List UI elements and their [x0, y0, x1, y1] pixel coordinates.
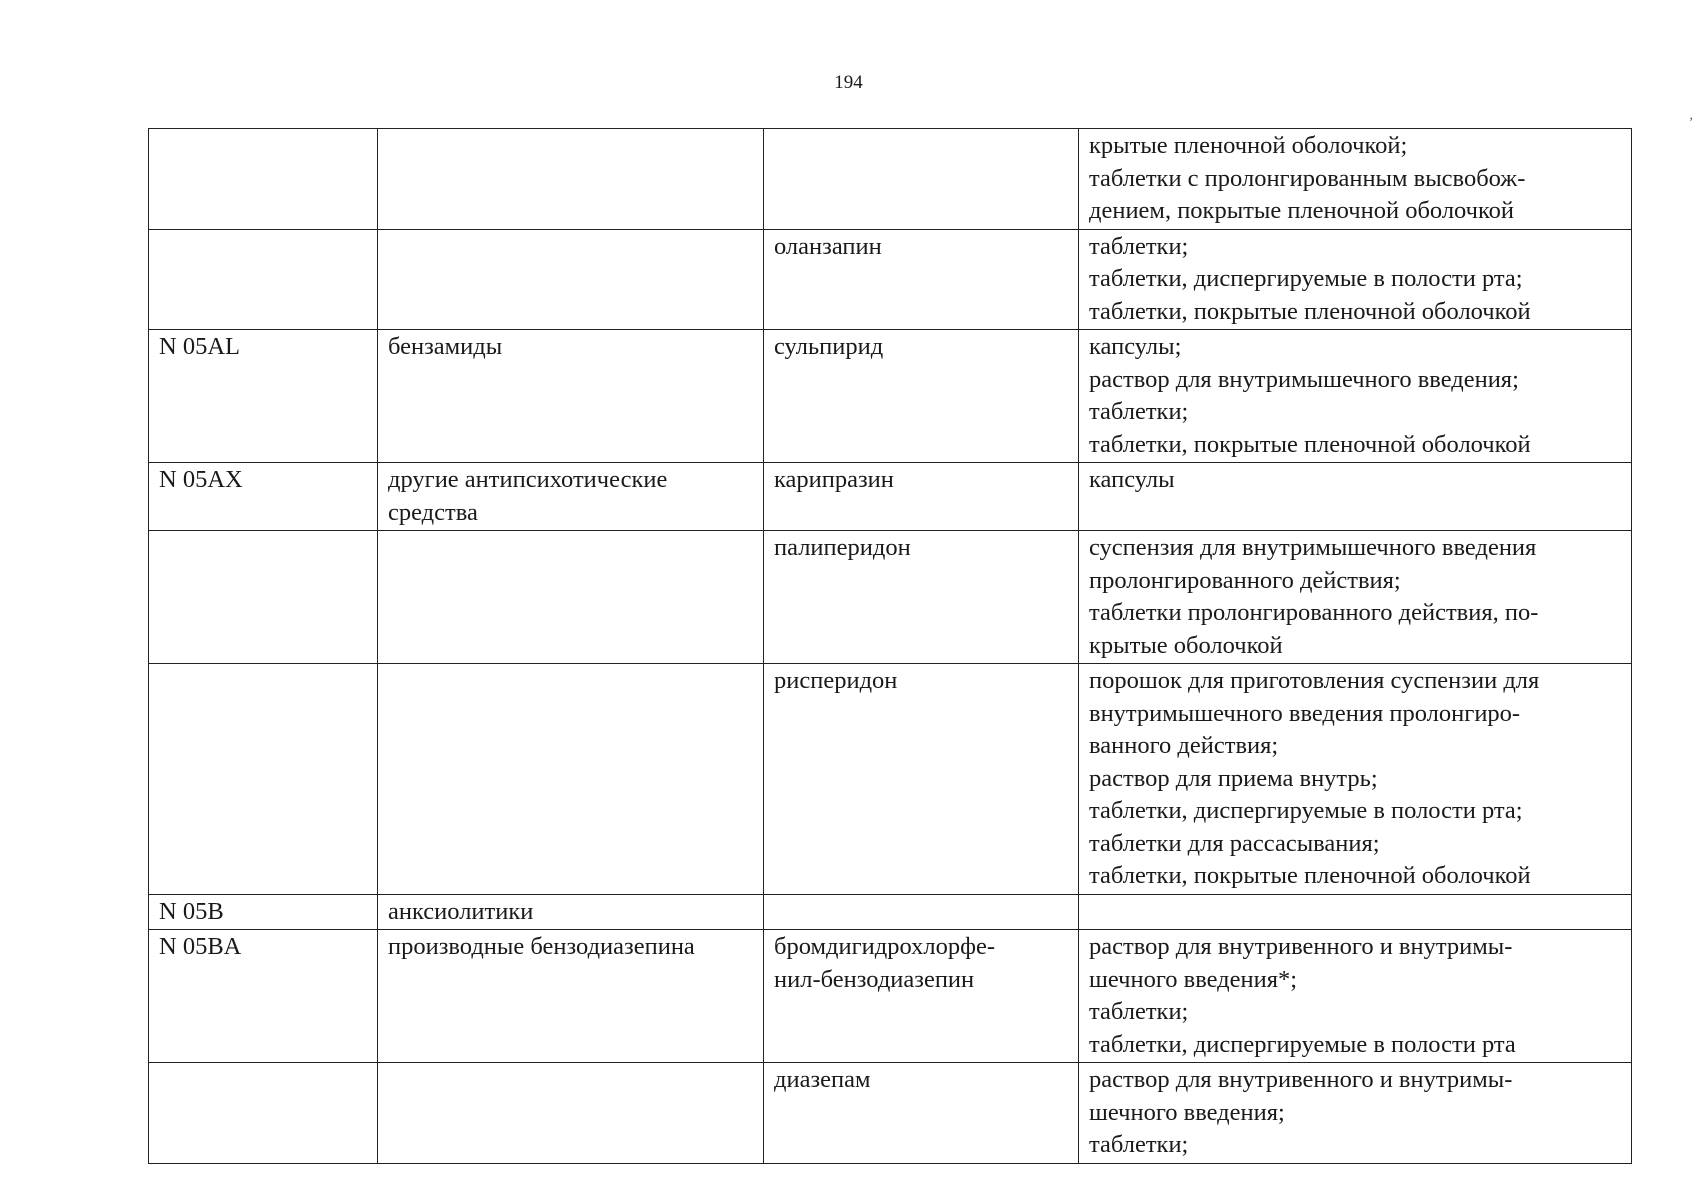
- atc-code-cell: [149, 664, 378, 895]
- drug-name-cell: рисперидон: [764, 664, 1079, 895]
- page-number: 194: [834, 72, 863, 93]
- dosage-forms-cell: таблетки; таблетки, диспергируемые в полости рта; таблетки, покрытые пленочной оболочкой: [1079, 229, 1632, 330]
- atc-code-cell: [149, 129, 378, 230]
- atc-code-cell: N 05AL: [149, 330, 378, 463]
- dosage-forms-cell: капсулы: [1079, 463, 1632, 531]
- dosage-forms-cell: суспензия для внутримышечного введения пролонгированного действия; таблетки пролонгированного действия, по- крытые оболочкой: [1079, 531, 1632, 664]
- drug-name-cell: палиперидон: [764, 531, 1079, 664]
- table-row: [149, 129, 1632, 230]
- group-cell: [378, 664, 764, 895]
- dosage-forms-cell: капсулы; раствор для внутримышечного введения; таблетки; таблетки, покрытые пленочной оболочкой: [1079, 330, 1632, 463]
- table-row: [149, 531, 1632, 664]
- drug-name-cell: карипразин: [764, 463, 1079, 531]
- table-row: [149, 463, 1632, 531]
- drug-name-cell: [764, 129, 1079, 230]
- drug-name-cell: оланзапин: [764, 229, 1079, 330]
- table-row: [149, 894, 1632, 930]
- group-cell: [378, 1063, 764, 1164]
- dosage-forms-cell: крытые пленочной оболочкой; таблетки с пролонгированным высвобож- дением, покрытые пленочной оболочкой: [1079, 129, 1632, 230]
- edge-mark: ,: [1689, 108, 1693, 123]
- group-cell: [378, 129, 764, 230]
- medicines-table: [148, 128, 1632, 1164]
- group-cell: [378, 531, 764, 664]
- table-row: [149, 664, 1632, 895]
- dosage-forms-cell: раствор для внутривенного и внутримы- шечного введения*; таблетки; таблетки, диспергируемые в полости рта: [1079, 930, 1632, 1063]
- group-cell: бензамиды: [378, 330, 764, 463]
- group-cell: [378, 229, 764, 330]
- atc-code-cell: [149, 531, 378, 664]
- dosage-forms-cell: [1079, 894, 1632, 930]
- drug-name-cell: бромдигидрохлорфе- нил-бензодиазепин: [764, 930, 1079, 1063]
- atc-code-cell: [149, 229, 378, 330]
- group-cell: производные бензодиазепина: [378, 930, 764, 1063]
- table-row: [149, 1063, 1632, 1164]
- drug-name-cell: [764, 894, 1079, 930]
- table-row: [149, 330, 1632, 463]
- table-row: [149, 930, 1632, 1063]
- drug-name-cell: диазепам: [764, 1063, 1079, 1164]
- atc-code-cell: N 05BA: [149, 930, 378, 1063]
- table-row: [149, 229, 1632, 330]
- atc-code-cell: N 05AX: [149, 463, 378, 531]
- drug-name-cell: сульпирид: [764, 330, 1079, 463]
- group-cell: другие антипсихотические средства: [378, 463, 764, 531]
- atc-code-cell: N 05B: [149, 894, 378, 930]
- group-cell: анксиолитики: [378, 894, 764, 930]
- atc-code-cell: [149, 1063, 378, 1164]
- dosage-forms-cell: порошок для приготовления суспензии для внутримышечного введения пролонгиро- ванного действия; раствор для приема внутрь; таблетки, диспергируемые в полости рта; таблетки для рассасывания; таблетки, покрытые пленочной оболочкой: [1079, 664, 1632, 895]
- dosage-forms-cell: раствор для внутривенного и внутримы- шечного введения; таблетки;: [1079, 1063, 1632, 1164]
